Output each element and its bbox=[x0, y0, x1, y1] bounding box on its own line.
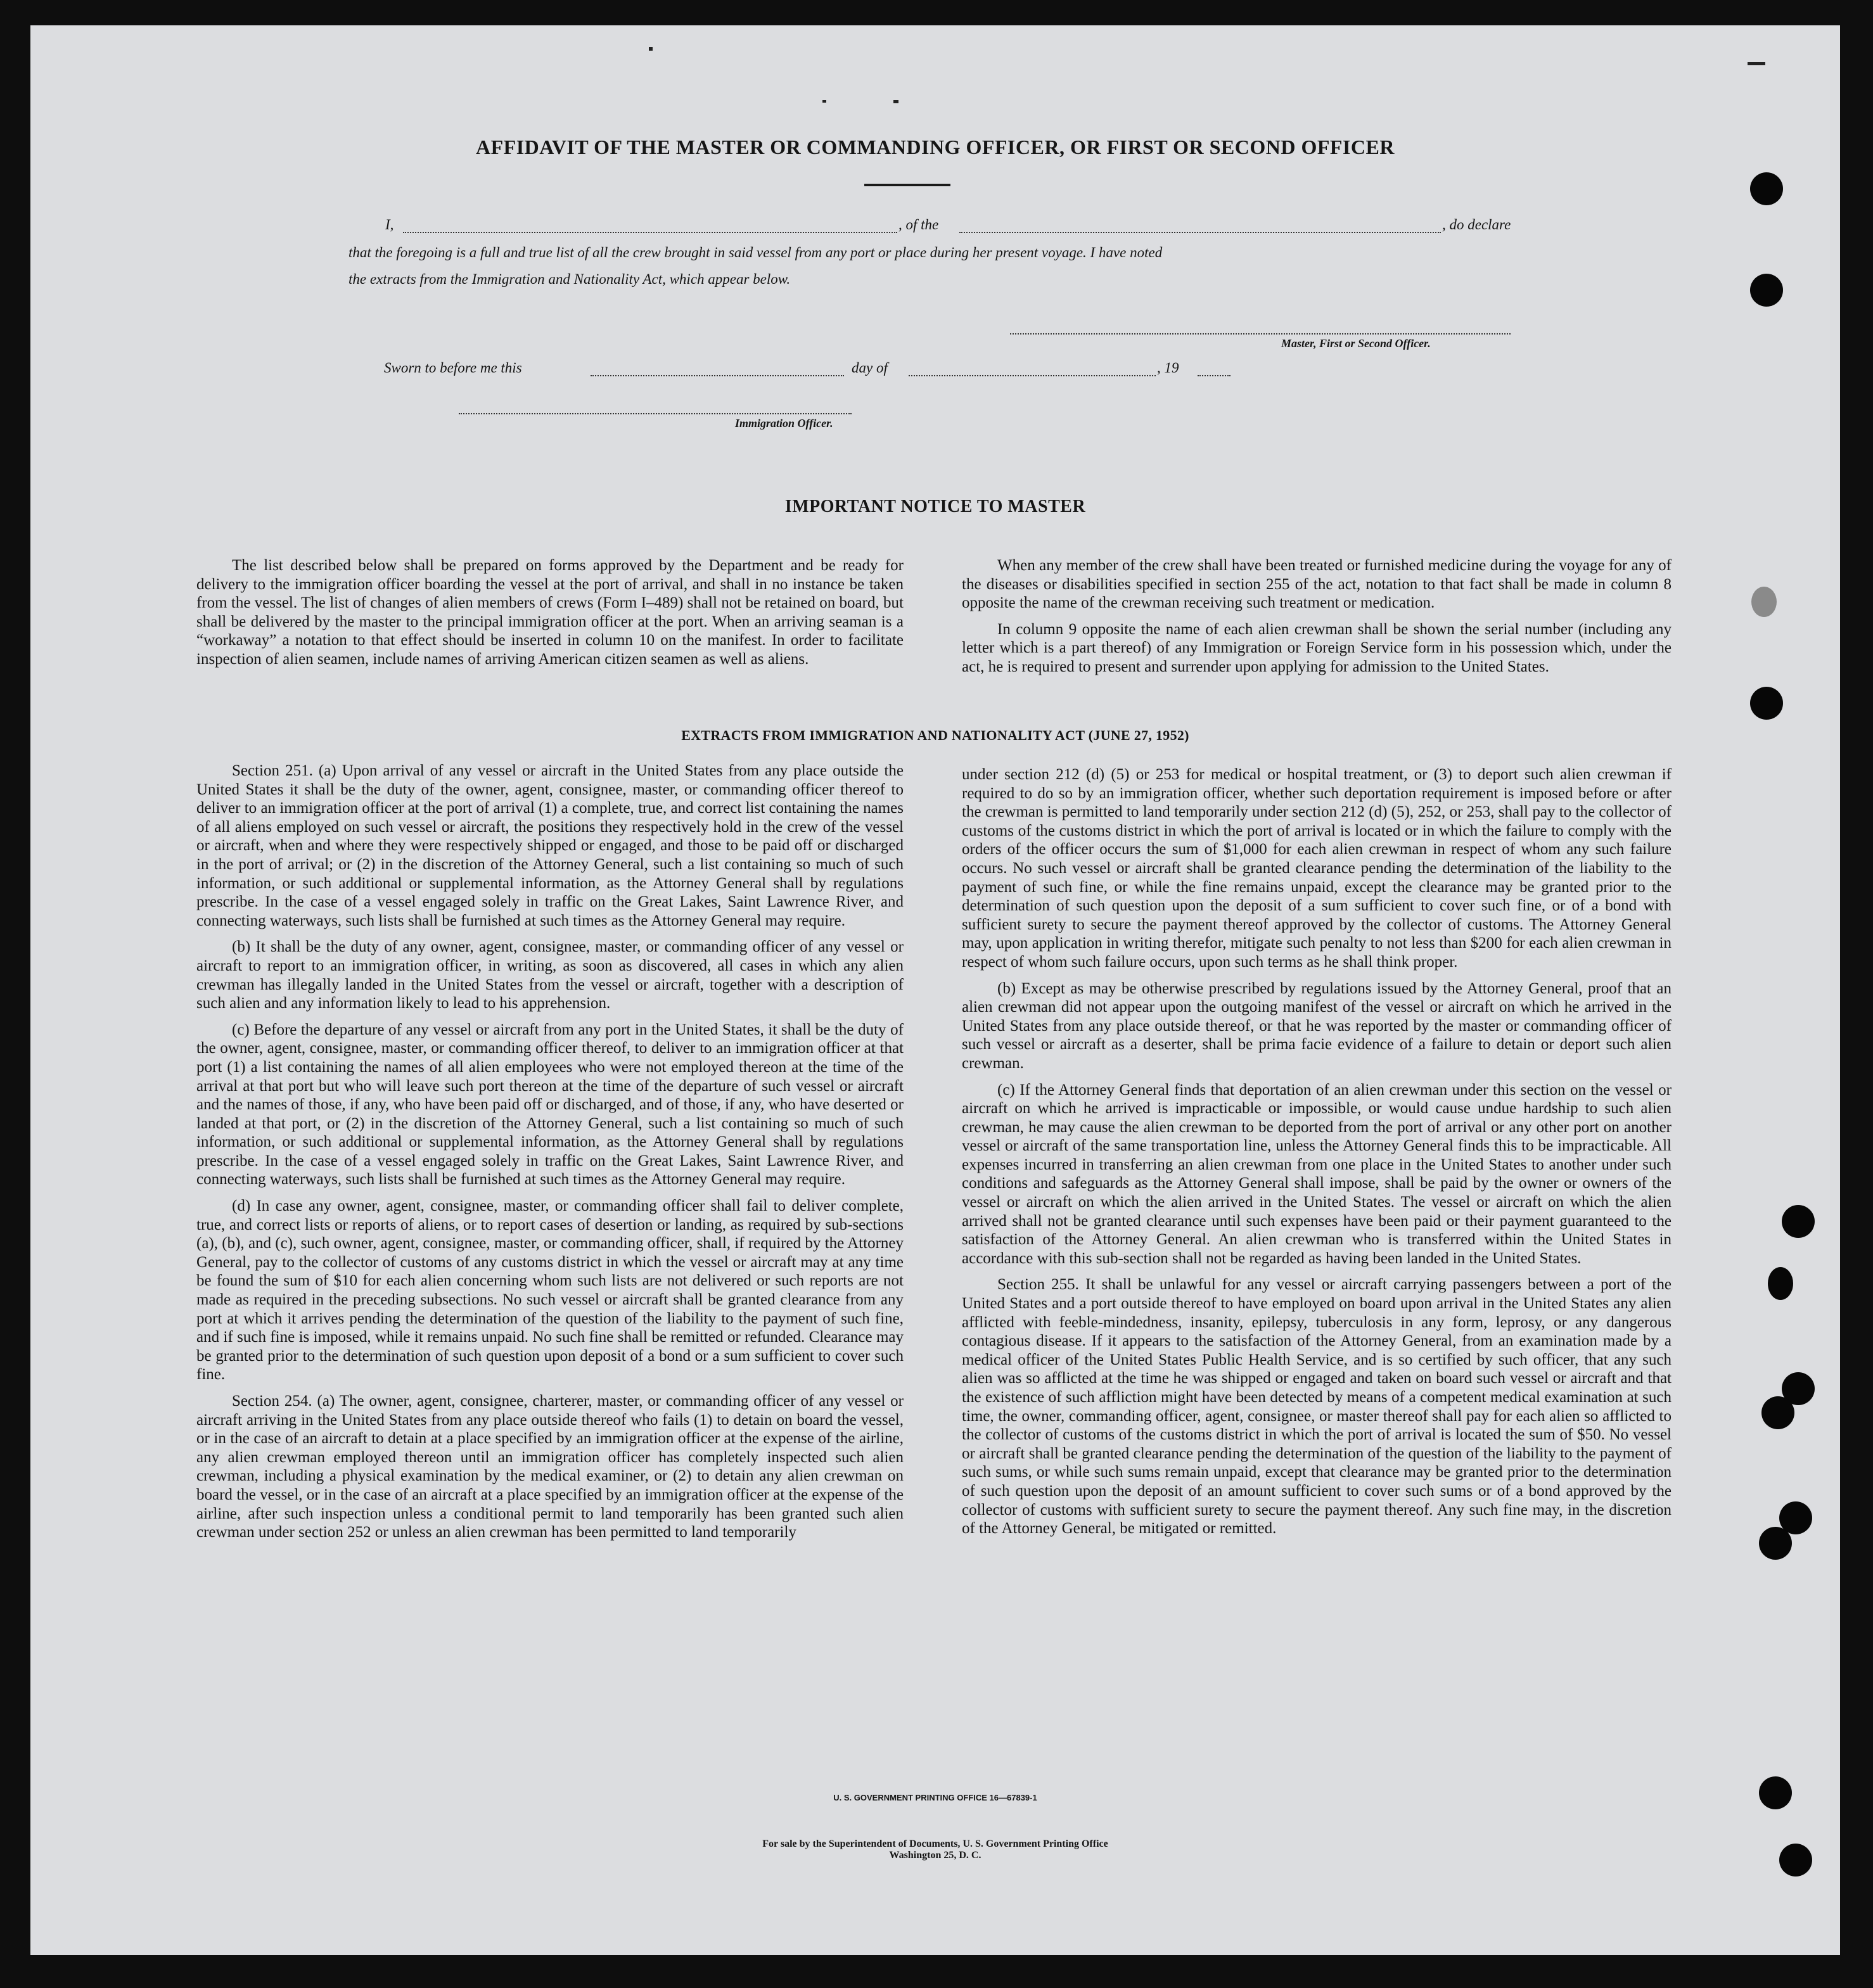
extracts-right-column bbox=[962, 765, 1672, 1546]
section-paragraph: Section 254. (a) The owner, agent, consignee, charterer, master, or commanding officer of any vessel or aircraft arriving in the United States from any place outside thereof who fails (1) to detain on board the vessel, or in the case of an aircraft to detain at a place specified by an immigration officer at the expense of the airline, any alien crewman employed thereon until an immigration officer has completely inspected such alien crewman, including a physical examination by the medical examiner, or (2) to detain any alien crewman on board the vessel, or in the case of an aircraft at a place specified by an immigration officer at the expense of the airline, after such inspection unless a conditional permit to land temporarily has been granted such alien crewman under section 252 or unless an alien crewman has been permitted to land temporarily bbox=[196, 1392, 904, 1541]
day-of-label: day of bbox=[852, 360, 888, 376]
section-paragraph: (c) If the Attorney General finds that deportation of an alien crewman under this section on the vessel or aircraft on which he arrived is impracticable or impossible, or would cause undue hardship to such alien crewman, he may cause the alien crewman to be deported from the port of arrival or any other port on another vessel or aircraft of the same transportation line, unless the Attorney General finds this to be impracticable. All expenses incurred in transferring an alien crewman from one place in the United States to another under such conditions and safeguards as the Attorney General shall impose, shall be paid by the owner or owners of the vessel or aircraft on which the alien arrived in the United States. The vessel or aircraft on which the alien arrived shall not be granted clearance until such expenses have been paid or their payment guaranteed to the satisfaction of the Attorney General. An alien crewman who is transferred within the United States in accordance with this sub-section shall not be regarded as having been landed in the United States. bbox=[962, 1081, 1672, 1267]
notice-paragraph: When any member of the crew shall have been treated or furnished medicine during the voyage for any of the diseases or disabilities specified in section 255 of the act, notation to that fact shall be made in column 8 opposite the name of the crewman receiving such treatment or medication. bbox=[962, 557, 1672, 612]
sworn-day-field[interactable] bbox=[591, 374, 844, 376]
form-page bbox=[30, 25, 1840, 1955]
sworn-year-field[interactable] bbox=[1198, 374, 1231, 376]
binder-hole bbox=[1761, 1396, 1794, 1429]
extracts-left-column bbox=[196, 761, 904, 1550]
printing-office-imprint: U. S. GOVERNMENT PRINTING OFFICE 16—67839-1 bbox=[833, 1793, 1037, 1802]
print-mark bbox=[893, 100, 898, 103]
extracts-title: EXTRACTS FROM IMMIGRATION AND NATIONALITY ACT (JUNE 27, 1952) bbox=[681, 727, 1189, 743]
binder-hole bbox=[1750, 274, 1783, 307]
affidavit-text-line: that the foregoing is a full and true list of all the crew brought in said vessel from any port or place during her present voyage. I have noted bbox=[348, 245, 1163, 260]
print-mark bbox=[1748, 62, 1765, 65]
binder-hole bbox=[1782, 1205, 1815, 1238]
affidavit-title: AFFIDAVIT OF THE MASTER OR COMMANDING OFFICER, OR FIRST OR SECOND OFFICER bbox=[476, 136, 1395, 158]
affidavit-text-line: the extracts from the Immigration and Nationality Act, which appear below. bbox=[348, 271, 791, 287]
notice-title: IMPORTANT NOTICE TO MASTER bbox=[784, 497, 1086, 516]
title-rule bbox=[864, 184, 950, 186]
sale-notice-line: For sale by the Superintendent of Documents, U. S. Government Printing Office bbox=[762, 1838, 1108, 1849]
sale-notice-line: Washington 25, D. C. bbox=[889, 1850, 981, 1861]
master-signature-field[interactable] bbox=[1010, 332, 1511, 335]
section-paragraph: under section 212 (d) (5) or 253 for medical or hospital treatment, or (3) to deport such alien crewman if required to do so by an immigration officer, whether such deportation requirement is imposed before or after the crewman is permitted to land temporarily under section 212 (d) (5), 252, or 253, shall pay to the collector of customs of the customs district in which the port of arrival is located or in which the failure to comply with the orders of the officer occurs the sum of $1,000 for each alien crewman in respect of whom any such failure occurs. No such vessel or aircraft shall be granted clearance pending the determination of the liability to the payment of such fine, or while the fine remains unpaid, except the clearance may be granted prior to the determination of such question upon the deposit of a sum sufficient to cover such fine, or of a bond with sufficient surety to secure the payment thereof approved by the collector of customs. The Attorney General may, upon application in writing therefor, mitigate such penalty to not less than $200 for each alien crewman in respect of whom such failure occurs, upon such terms as he shall think proper. bbox=[962, 766, 1672, 971]
year-label: , 19 bbox=[1157, 360, 1179, 376]
notice-left-column bbox=[196, 556, 904, 677]
notice-right-column bbox=[962, 556, 1672, 684]
binder-hole bbox=[1751, 587, 1777, 617]
notice-paragraph: The list described below shall be prepared on forms approved by the Department and be ready for delivery to the immigration officer boarding the vessel at the port of arrival, and shall in no instance be taken from the vessel. The list of changes of alien members of crews (Form I–489) shall not be retained on board, but shall be delivered by the master to the principal immigration officer at the port. When an arriving seaman is a “workaway” a notation to that effect should be inserted in column 10 on the manifest. In order to facilitate inspection of alien seamen, include names of arriving American citizen seamen as well as aliens. bbox=[196, 557, 904, 668]
sworn-label: Sworn to before me this bbox=[384, 360, 522, 376]
binder-hole bbox=[1750, 172, 1783, 205]
section-paragraph: Section 251. (a) Upon arrival of any vessel or aircraft in the United States from any place outside the United States it shall be the duty of the owner, agent, consignee, master, or commanding officer thereof to deliver to an immigration officer at the port of arrival (1) a complete, true, and correct list containing the names of all aliens employed on such vessel or aircraft, the positions they respectively hold in the crew of the vessel or aircraft, when and where they were respectively shipped or engaged, and those to be paid off or discharged in the port of arrival; or (2) in the discretion of the Attorney General, such a list containing so much of such information, or such additional or supplemental information, as the Attorney General shall by regulations prescribe. In the case of a vessel engaged solely in traffic on the Great Lakes, Saint Lawrence River, and connecting waterways, such lists shall be furnished at such times as the Attorney General may require. bbox=[196, 762, 904, 929]
vessel-name-field[interactable] bbox=[959, 231, 1441, 233]
section-paragraph: (c) Before the departure of any vessel or aircraft from any port in the United States, it shall be the duty of the owner, agent, consignee, master, or commanding officer thereof, to deliver to an immigration officer at that port (1) a list containing the names of all alien employees who were not employed thereon at the time of the arrival at that port but who will leave such port thereon at the time of the departure of such vessel or aircraft and the names of those, if any, who have been paid off or discharged, and of those, if any, who have deserted or landed at that port, or (2) in the discretion of the Attorney General, such a list containing so much of such information, or such additional or supplemental information, as the Attorney General shall by regulations prescribe. In the case of a vessel engaged solely in traffic on the Great Lakes, Saint Lawrence River, and connecting waterways, such lists shall be furnished at such times as the Attorney General may require. bbox=[196, 1021, 904, 1188]
immigration-officer-label: Immigration Officer. bbox=[735, 417, 833, 430]
sworn-month-field[interactable] bbox=[909, 374, 1156, 376]
binder-hole bbox=[1768, 1267, 1793, 1300]
notice-paragraph: In column 9 opposite the name of each alien crewman shall be shown the serial number (including any letter which is a part thereof) of any Immigration or Foreign Service form in his possession which, under the act, he is required to present and surrender upon applying for admission to the United States. bbox=[962, 620, 1672, 675]
binder-hole bbox=[1759, 1527, 1792, 1560]
immigration-officer-signature-field[interactable] bbox=[459, 412, 852, 414]
binder-hole bbox=[1750, 687, 1783, 720]
section-paragraph: (b) It shall be the duty of any owner, agent, consignee, master, or commanding officer of any vessel or aircraft to report to an immigration officer, in writing, as soon as discovered, all cases in which any alien crewman has illegally landed in the United States from the vessel or aircraft, together with a description of such alien and any information likely to lead to his apprehension. bbox=[196, 938, 904, 1012]
section-paragraph: (d) In case any owner, agent, consignee, master, or commanding officer shall fail to deliver complete, true, and correct lists or reports of aliens, or to report cases of desertion or landing, as required by sub-sections (a), (b), and (c), such owner, agent, consignee, master, or commanding officer, shall, if required by the Attorney General, pay to the collector of customs of any customs district in which the vessel or aircraft may at any time be found the sum of $10 for each alien concerning whom such lists are not delivered or such reports are not made as required in the preceding subsections. No such vessel or aircraft shall be granted clearance from any port at which it arrives pending the determination of the question of the liability to the payment of such fine, and if such fine is imposed, while it remains unpaid. No such fine shall be remitted or refunded. Clearance may be granted prior to the determination of such question upon deposit of a bond or a sum sufficient to cover such fine. bbox=[196, 1197, 904, 1384]
section-paragraph: (b) Except as may be otherwise prescribed by regulations issued by the Attorney General, proof that an alien crewman did not appear upon the outgoing manifest of the vessel or aircraft on which he arrived in the United States from any place outside thereof, or that he was reported by the master or commanding officer of such vessel or aircraft as a deserter, shall be prima facie evidence of a failure to detain or deport such alien crewman. bbox=[962, 979, 1672, 1072]
declarant-name-field[interactable] bbox=[403, 231, 897, 233]
master-signature-label: Master, First or Second Officer. bbox=[1281, 337, 1431, 350]
print-mark bbox=[649, 47, 653, 51]
of-the-label: , of the bbox=[898, 217, 939, 233]
print-mark bbox=[822, 100, 826, 103]
do-declare-label: , do declare bbox=[1442, 217, 1511, 233]
section-paragraph: Section 255. It shall be unlawful for any vessel or aircraft carrying passengers between a port of the United States and a port outside thereof to have employed on board upon arrival in the United States any alien afflicted with feeble-mindedness, insanity, epilepsy, tuberculosis in any form, leprosy, or any dangerous contagious disease. If it appears to the satisfaction of the Attorney General, from an examination made by a medical officer of the United States Public Health Service, and is so certified by such officer, that any such alien was so afflicted at the time he was shipped or engaged and taken on board such vessel or aircraft and that the existence of such affliction might have been detected by means of a competent medical examination at such time, the owner, commanding officer, agent, consignee, or master thereof shall pay for each alien so afflicted to the collector of customs of the customs district in which the port of arrival is located the sum of $50. No vessel or aircraft shall be granted clearance pending the determination of the question of the liability to the payment of such sums, or while such sums remain unpaid, except that clearance may be granted prior to the determination of such question upon the deposit of an amount sufficient to cover such sums or of a bond approved by the collector of customs with sufficient surety to secure the payment thereof. Any such fine may, in the discretion of the Attorney General, be mitigated or remitted. bbox=[962, 1276, 1672, 1538]
declarant-label: I, bbox=[385, 217, 394, 233]
